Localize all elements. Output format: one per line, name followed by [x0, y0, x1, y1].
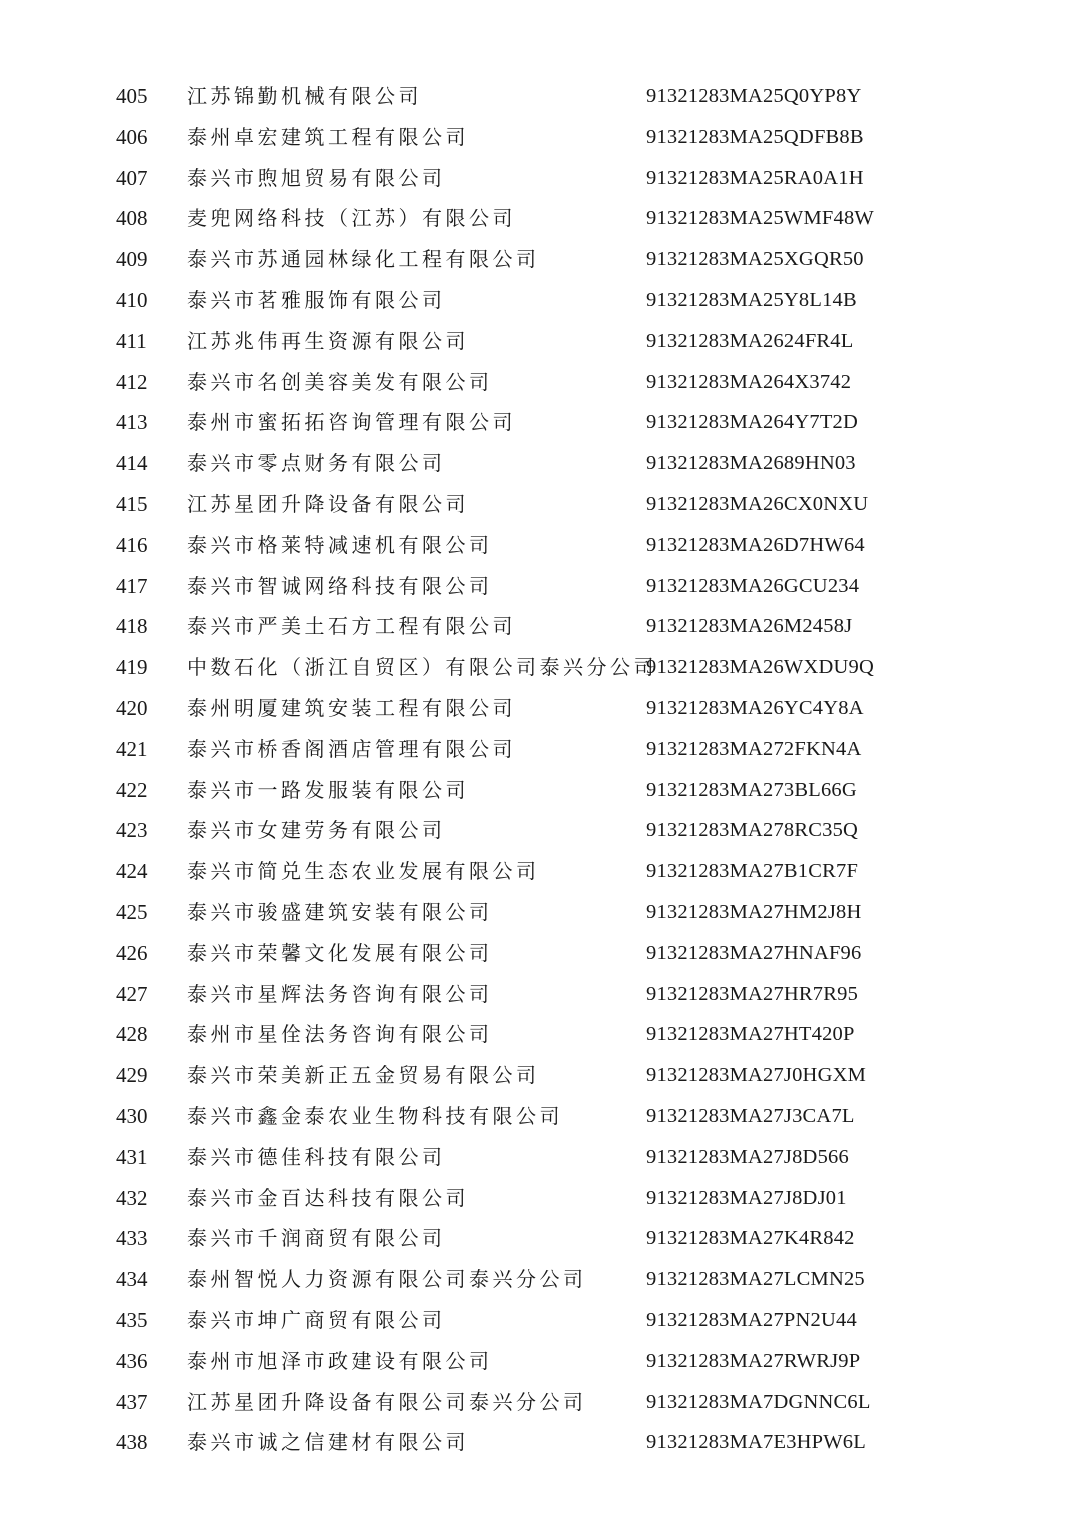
row-number: 410 [116, 287, 148, 312]
credit-code: 91321283MA27K4R842 [646, 1227, 855, 1250]
company-name: 江苏星团升降设备有限公司 [187, 491, 469, 516]
row-number: 433 [116, 1226, 148, 1251]
row-number: 427 [116, 981, 148, 1006]
table-row [0, 1137, 1080, 1178]
credit-code: 91321283MA26GCU234 [646, 574, 860, 597]
company-name: 泰兴市星辉法务咨询有限公司 [187, 981, 493, 1006]
row-number: 413 [116, 410, 148, 435]
credit-code: 91321283MA7DGNNC6L [646, 1390, 871, 1413]
credit-code: 91321283MA27J8DJ01 [646, 1186, 847, 1209]
company-name: 泰兴市名创美容美发有限公司 [187, 369, 493, 394]
table-row [0, 239, 1080, 280]
credit-code: 91321283MA7E3HPW6L [646, 1431, 866, 1454]
company-name: 泰州市蜜拓拓咨询管理有限公司 [187, 410, 516, 435]
credit-code: 91321283MA25Q0YP8Y [646, 85, 862, 107]
row-number: 407 [116, 165, 148, 190]
credit-code: 91321283MA264Y7T2D [646, 411, 859, 434]
credit-code: 91321283MA27B1CR7F [646, 860, 859, 883]
company-name: 泰兴市女建劳务有限公司 [187, 818, 446, 843]
company-name: 泰兴市千润商贸有限公司 [187, 1226, 446, 1251]
company-name: 泰兴市德佳科技有限公司 [187, 1144, 446, 1169]
company-name: 泰州智悦人力资源有限公司泰兴分公司 [187, 1267, 587, 1292]
table-row [0, 1382, 1080, 1423]
company-name: 泰兴市零点财务有限公司 [187, 451, 446, 476]
row-number: 405 [116, 84, 148, 108]
row-number: 421 [116, 736, 148, 761]
table-row [0, 525, 1080, 566]
company-name: 泰州卓宏建筑工程有限公司 [187, 124, 469, 149]
table-row [0, 484, 1080, 525]
company-name: 泰州市旭泽市政建设有限公司 [187, 1348, 493, 1373]
credit-code: 91321283MA25RA0A1H [646, 166, 864, 189]
row-number: 417 [116, 573, 148, 598]
table-row [0, 402, 1080, 443]
row-number: 428 [116, 1022, 148, 1047]
credit-code: 91321283MA25Y8L14B [646, 288, 857, 311]
company-name: 泰兴市一路发服装有限公司 [187, 777, 469, 802]
table-row [0, 1055, 1080, 1096]
row-number: 409 [116, 247, 148, 272]
row-number: 426 [116, 940, 148, 965]
company-name: 泰兴市严美土石方工程有限公司 [187, 614, 516, 639]
company-name: 泰兴市煦旭贸易有限公司 [187, 165, 446, 190]
credit-code: 91321283MA27HM2J8H [646, 900, 862, 923]
company-name: 泰兴市诚之信建材有限公司 [187, 1430, 469, 1455]
table-row [0, 198, 1080, 239]
table-row [0, 933, 1080, 974]
row-number: 406 [116, 124, 148, 149]
credit-code: 91321283MA272FKN4A [646, 737, 862, 760]
credit-code: 91321283MA26WXDU9Q [646, 656, 874, 679]
credit-code: 91321283MA27J8D566 [646, 1145, 849, 1168]
company-name: 江苏锦勤机械有限公司 [187, 84, 422, 108]
credit-code: 91321283MA27J0HGXM [646, 1064, 867, 1087]
row-number: 435 [116, 1307, 148, 1332]
credit-code: 91321283MA26YC4Y8A [646, 696, 864, 719]
row-number: 437 [116, 1389, 148, 1414]
credit-code: 91321283MA27HR7R95 [646, 982, 859, 1005]
row-number: 425 [116, 899, 148, 924]
company-name: 泰州明厦建筑安装工程有限公司 [187, 695, 516, 720]
table-row [0, 1178, 1080, 1219]
row-number: 430 [116, 1103, 148, 1128]
credit-code: 91321283MA26D7HW64 [646, 533, 865, 556]
credit-code: 91321283MA26CX0NXU [646, 492, 869, 515]
table-row [0, 974, 1080, 1015]
table-row [0, 1259, 1080, 1300]
table-row [0, 606, 1080, 647]
credit-code: 91321283MA27PN2U44 [646, 1308, 857, 1331]
company-name: 泰兴市茗雅服饰有限公司 [187, 287, 446, 312]
credit-code: 91321283MA2689HN03 [646, 452, 856, 475]
company-name: 泰兴市骏盛建筑安装有限公司 [187, 899, 493, 924]
table-row [0, 76, 1080, 117]
row-number: 434 [116, 1267, 148, 1292]
row-number: 415 [116, 491, 148, 516]
company-name: 泰兴市金百达科技有限公司 [187, 1185, 469, 1210]
company-name: 泰兴市苏通园林绿化工程有限公司 [187, 247, 540, 272]
credit-code: 91321283MA25XGQR50 [646, 248, 864, 271]
table-row [0, 647, 1080, 688]
row-number: 422 [116, 777, 148, 802]
credit-code: 91321283MA264X3742 [646, 370, 852, 393]
company-list-table [0, 76, 1080, 1463]
company-name: 泰兴市鑫金泰农业生物科技有限公司 [187, 1103, 563, 1128]
table-row [0, 1218, 1080, 1259]
credit-code: 91321283MA273BL66G [646, 778, 857, 801]
row-number: 418 [116, 614, 148, 639]
company-name: 泰州市星佺法务咨询有限公司 [187, 1022, 493, 1047]
company-name: 泰兴市桥香阁酒店管理有限公司 [187, 736, 516, 761]
row-number: 423 [116, 818, 148, 843]
row-number: 431 [116, 1144, 148, 1169]
credit-code: 91321283MA27HNAF96 [646, 941, 862, 964]
company-name: 江苏星团升降设备有限公司泰兴分公司 [187, 1389, 587, 1414]
table-row [0, 1096, 1080, 1137]
row-number: 420 [116, 695, 148, 720]
table-row [0, 688, 1080, 729]
table-row [0, 362, 1080, 403]
row-number: 408 [116, 206, 148, 231]
table-row [0, 1422, 1080, 1463]
company-name: 泰兴市智诚网络科技有限公司 [187, 573, 493, 598]
row-number: 438 [116, 1430, 148, 1455]
table-row [0, 566, 1080, 607]
table-row [0, 443, 1080, 484]
row-number: 414 [116, 451, 148, 476]
credit-code: 91321283MA27J3CA7L [646, 1104, 855, 1127]
company-name: 江苏兆伟再生资源有限公司 [187, 328, 469, 353]
row-number: 416 [116, 532, 148, 557]
row-number: 436 [116, 1348, 148, 1373]
table-row [0, 1014, 1080, 1055]
table-row [0, 158, 1080, 199]
table-row [0, 1300, 1080, 1341]
credit-code: 91321283MA25WMF48W [646, 207, 874, 230]
company-name: 泰兴市简兑生态农业发展有限公司 [187, 859, 540, 884]
row-number: 411 [116, 328, 147, 353]
table-row [0, 729, 1080, 770]
row-number: 429 [116, 1063, 148, 1088]
table-row [0, 892, 1080, 933]
credit-code: 91321283MA27HT420P [646, 1023, 855, 1046]
table-row [0, 1341, 1080, 1382]
row-number: 432 [116, 1185, 148, 1210]
table-row [0, 770, 1080, 811]
company-name: 泰兴市坤广商贸有限公司 [187, 1307, 446, 1332]
company-name: 中数石化（浙江自贸区）有限公司泰兴分公司 [187, 655, 657, 680]
table-row [0, 810, 1080, 851]
credit-code: 91321283MA2624FR4L [646, 329, 854, 352]
table-row [0, 851, 1080, 892]
table-row [0, 280, 1080, 321]
table-row [0, 117, 1080, 158]
credit-code: 91321283MA27RWRJ9P [646, 1349, 861, 1372]
credit-code: 91321283MA25QDFB8B [646, 125, 864, 148]
credit-code: 91321283MA26M2458J [646, 615, 853, 638]
company-name: 泰兴市荣美新正五金贸易有限公司 [187, 1063, 540, 1088]
row-number: 424 [116, 859, 148, 884]
credit-code: 91321283MA27LCMN25 [646, 1268, 865, 1291]
row-number: 419 [116, 655, 148, 680]
company-name: 泰兴市格莱特减速机有限公司 [187, 532, 493, 557]
company-name: 麦兜网络科技（江苏）有限公司 [187, 206, 516, 231]
table-row [0, 321, 1080, 362]
company-name: 泰兴市荣馨文化发展有限公司 [187, 940, 493, 965]
credit-code: 91321283MA278RC35Q [646, 819, 859, 842]
row-number: 412 [116, 369, 148, 394]
